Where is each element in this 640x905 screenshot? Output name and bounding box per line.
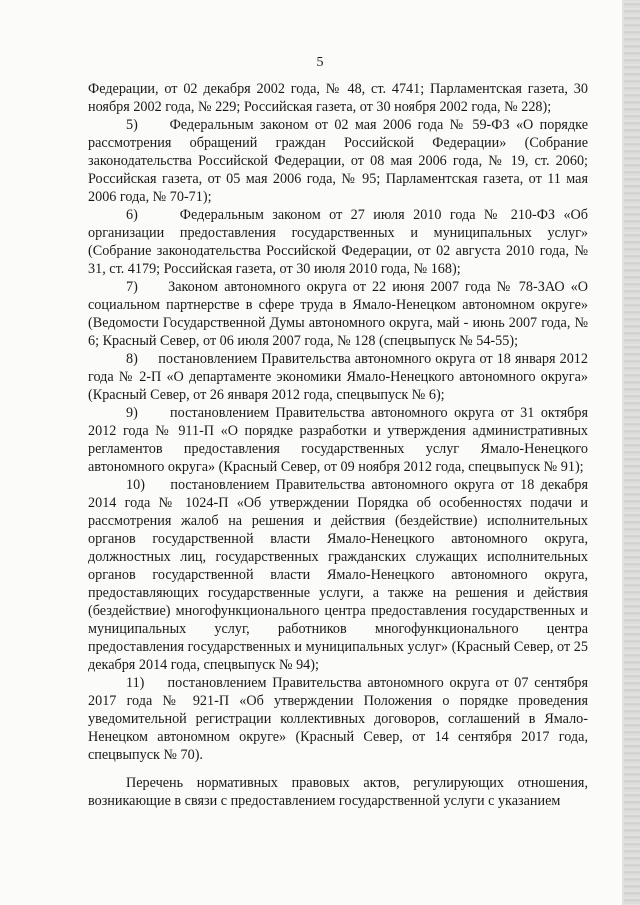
paragraph-list-heading: Перечень нормативных правовых актов, регулирующих отношения, возникающие в связи с предоставлением государственной услуги с указанием bbox=[88, 775, 588, 809]
list-item-11: 11) постановлением Правительства автономного округа от 07 сентября 2017 года № 921-П «Об утверждении Положения о порядке проведения уведомительной регистрации коллективных договоров, соглашений в Ямало-Ненецком автономном округе» (Красный Север, от 14 сентября 2017 года, спецвыпуск № 70). bbox=[88, 675, 588, 763]
list-item-6: 6) Федеральным законом от 27 июля 2010 года № 210-ФЗ «Об организации предоставления государственных и муниципальных услуг» (Собрание законодательства Российской Федерации, от 02 августа 2010 года, № 31, ст. 4179; Российская газета, от 30 июля 2010 года, № 168); bbox=[88, 207, 588, 277]
list-item-10: 10) постановлением Правительства автономного округа от 18 декабря 2014 года № 1024-П «Об утверждении Порядка об особенностях подачи и рассмотрения жалоб на решения и действия (бездействие) исполнительных органов государственной власти Ямало-Ненецкого автономного округа, должностных лиц, государственных гражданских служащих исполнительных органов государственной власти Ямало-Ненецкого автономного округа, предоставляющих государственные услуги, а также на решения и действия (бездействие) многофункционального центра предоставления государственных и муниципальных услуг, работников многофункционального центра предоставления государственных и муниципальных услуг» (Красный Север, от 25 декабря 2014 года, спецвыпуск № 94); bbox=[88, 477, 588, 673]
paragraph-continuation: Федерации, от 02 декабря 2002 года, № 48, ст. 4741; Парламентская газета, 30 ноября 2002 года, № 229; Российская газета, от 30 ноября 2002 года, № 228); bbox=[88, 81, 588, 115]
list-item-7: 7) Законом автономного округа от 22 июня 2007 года № 78-ЗАО «О социальном партнерстве в сфере труда в Ямало-Ненецком автономном округе» (Ведомости Государственной Думы автономного округа, май - июнь 2007 года, № 6; Красный Север, от 06 июля 2007 года, № 128 (спецвыпуск № 54-55); bbox=[88, 279, 588, 349]
list-item-9: 9) постановлением Правительства автономного округа от 31 октября 2012 года № 911-П «О порядке разработки и утверждения административных регламентов предоставления государственных услуг Ямало-Ненецкого автономного округа» (Красный Север, от 09 ноября 2012 года, спецвыпуск № 91); bbox=[88, 405, 588, 475]
page-number: 5 bbox=[316, 55, 324, 70]
list-item-8: 8) постановлением Правительства автономного округа от 18 января 2012 года № 2-П «О департаменте экономики Ямало-Ненецкого автономного округа» (Красный Север, от 26 января 2012 года, спецвыпуск № 6); bbox=[88, 351, 588, 403]
document-body bbox=[88, 80, 588, 810]
scan-edge-border bbox=[624, 0, 640, 905]
list-item-5: 5) Федеральным законом от 02 мая 2006 года № 59-ФЗ «О порядке рассмотрения обращений граждан Российской Федерации» (Собрание законодательства Российской Федерации, от 08 мая 2006 года, № 19, ст. 2060; Российская газета, от 05 мая 2006 года, № 95; Парламентская газета, от 11 мая 2006 года, № 70-71); bbox=[88, 117, 588, 205]
